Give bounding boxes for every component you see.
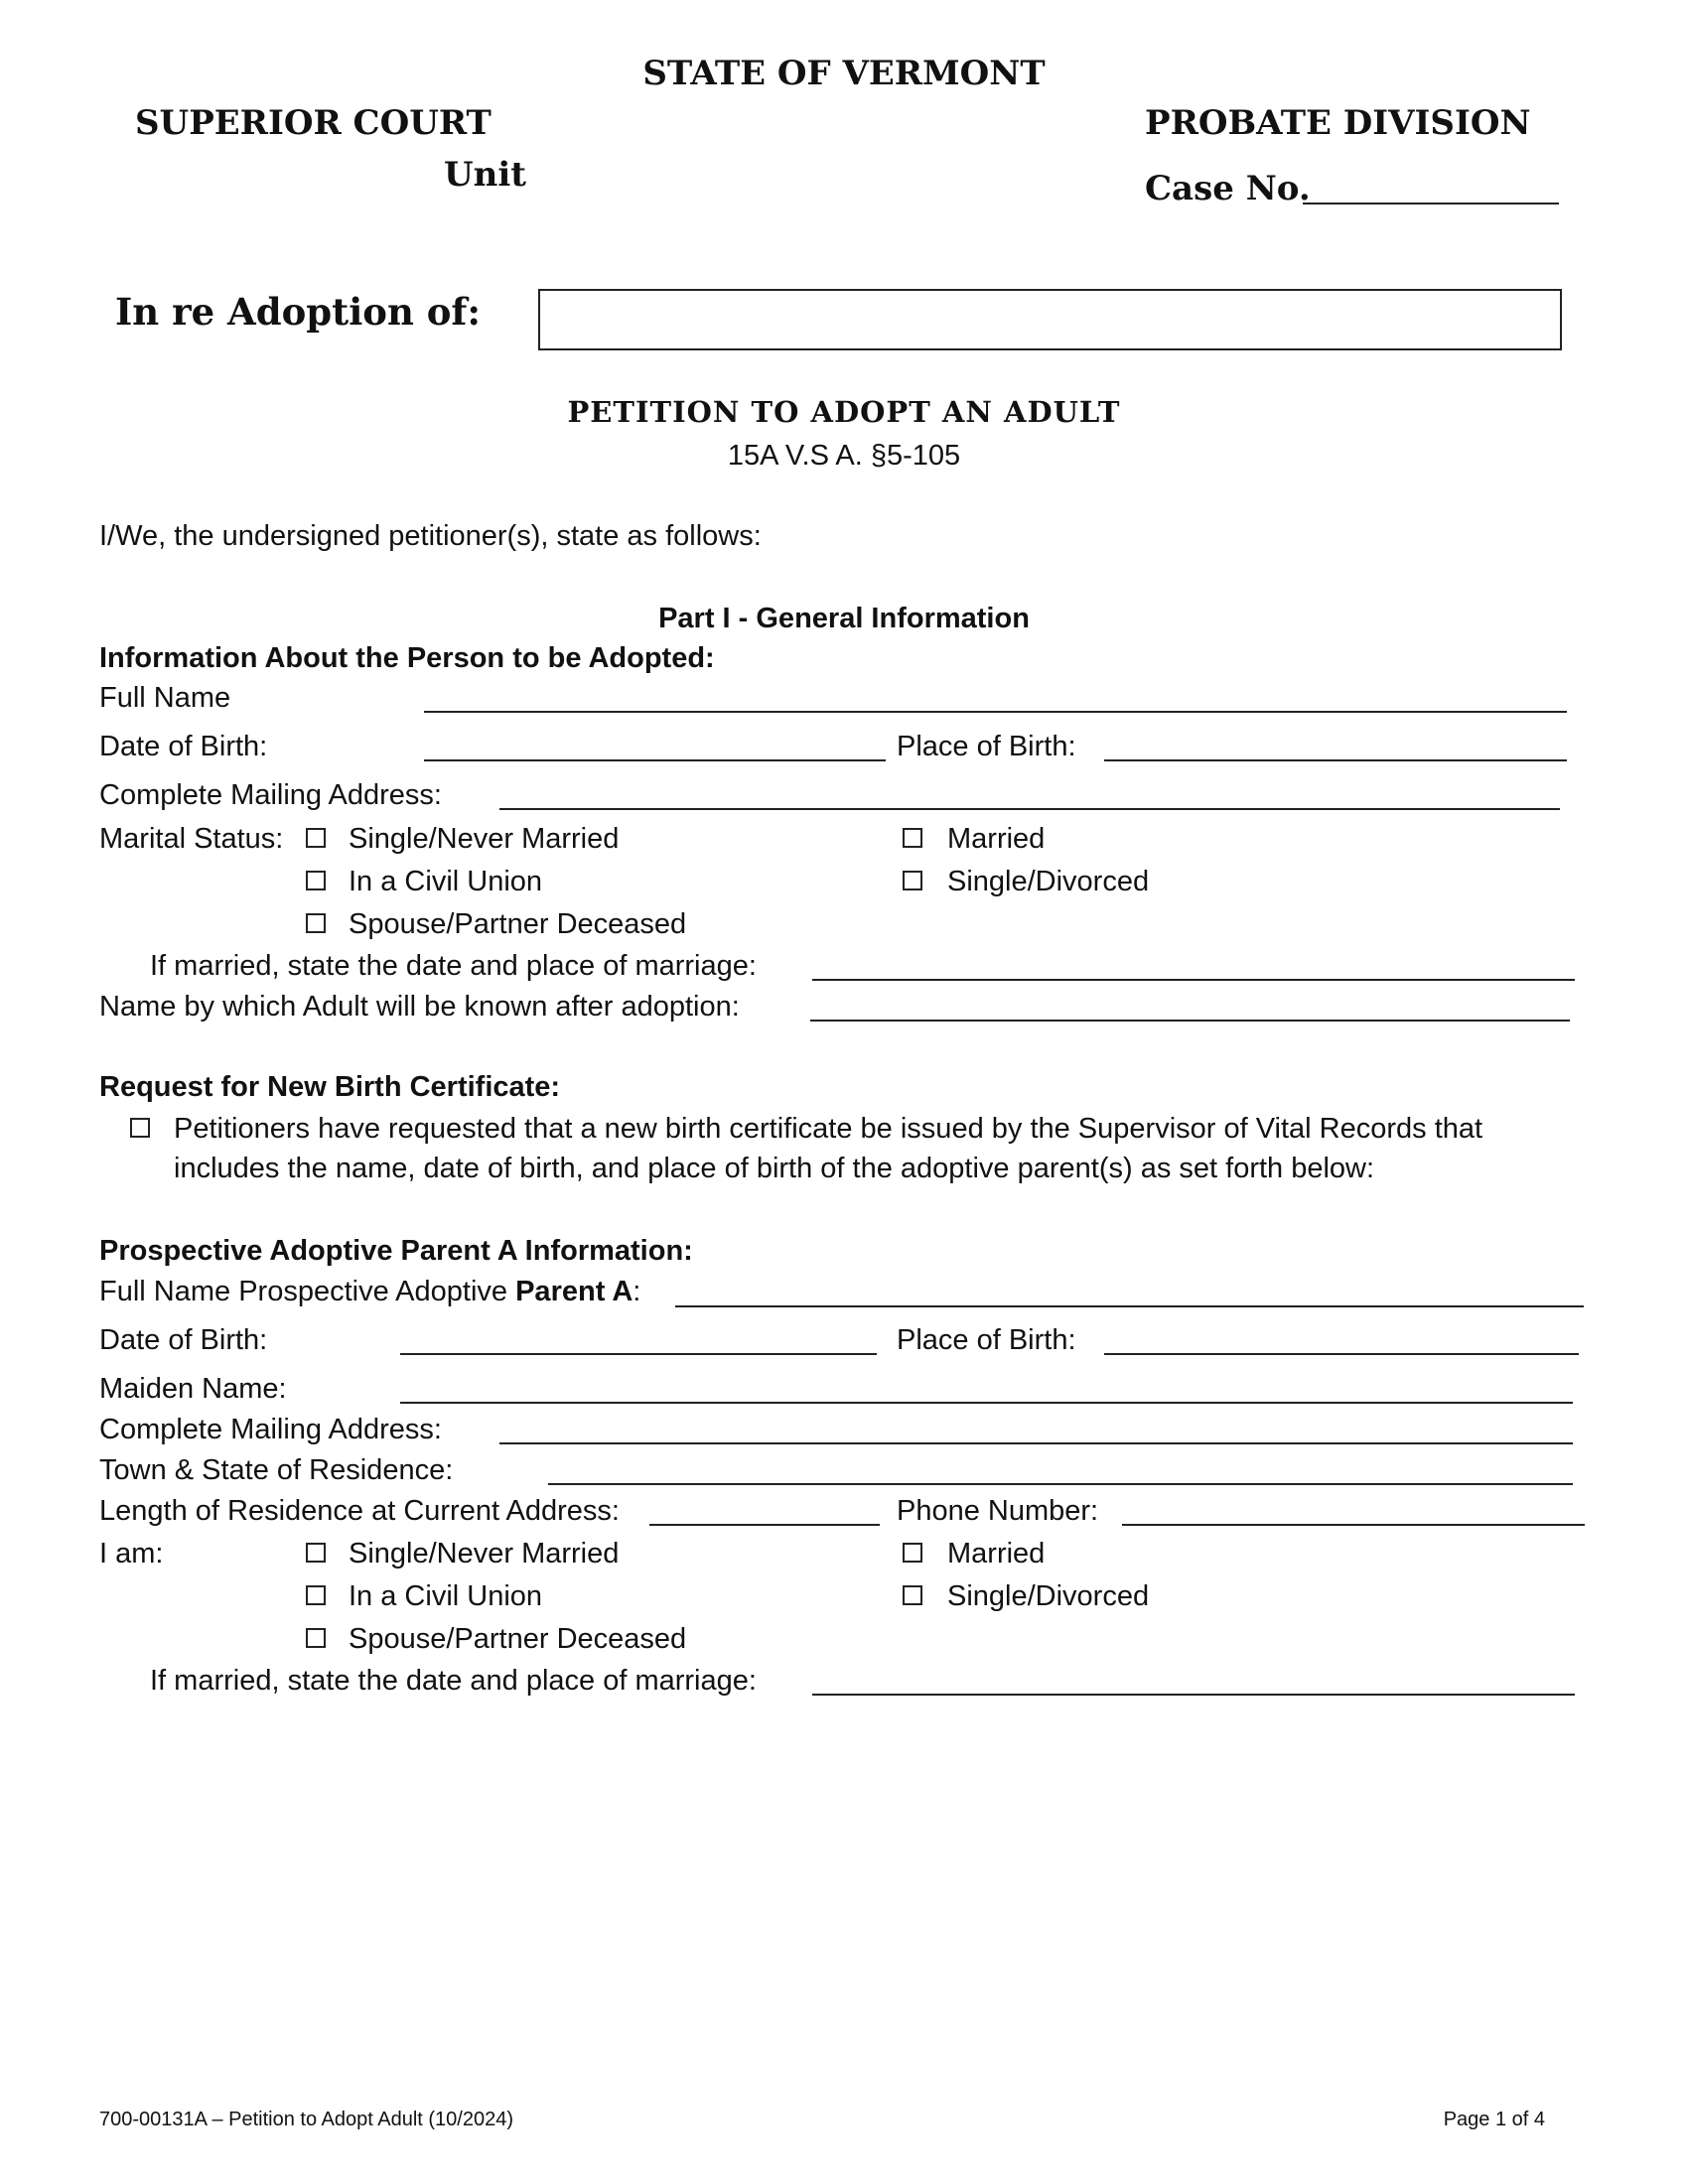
- adoptee-address-field[interactable]: [499, 808, 1560, 810]
- adoptee-dob-field[interactable]: [424, 759, 886, 761]
- parent-a-civil-union-label: In a Civil Union: [349, 1580, 543, 1612]
- parent-a-pob-field[interactable]: [1104, 1353, 1579, 1355]
- parent-a-town-field[interactable]: [548, 1483, 1573, 1485]
- parent-a-address-field[interactable]: [499, 1442, 1573, 1444]
- parent-a-married-checkbox[interactable]: [903, 1543, 922, 1563]
- parent-a-address-label: Complete Mailing Address:: [99, 1414, 442, 1445]
- adoptee-new-name-label: Name by which Adult will be known after adoption:: [99, 991, 740, 1023]
- birth-certificate-text-line2: includes the name, date of birth, and place of birth of the adoptive parent(s) as set forth below:: [174, 1153, 1375, 1184]
- parent-a-i-am-label: I am:: [99, 1538, 164, 1570]
- parent-a-marriage-date-field[interactable]: [812, 1694, 1575, 1696]
- footer-page-number: Page 1 of 4: [1443, 2109, 1545, 2130]
- parent-a-single-never-label: Single/Never Married: [349, 1538, 620, 1570]
- adoptee-divorced-checkbox[interactable]: [903, 871, 922, 890]
- adoptee-new-name-field[interactable]: [810, 1020, 1570, 1022]
- adoptee-name-box[interactable]: [538, 289, 1562, 350]
- adoptee-address-label: Complete Mailing Address:: [99, 779, 442, 811]
- birth-certificate-text-line1: Petitioners have requested that a new birth certificate be issued by the Supervisor of Vital Records that: [174, 1113, 1483, 1145]
- adoptee-full-name-field[interactable]: [424, 711, 1567, 713]
- adoption-label: In re Adoption of:: [115, 290, 481, 334]
- parent-a-full-name-field[interactable]: [675, 1305, 1584, 1307]
- parent-a-residence-length-label: Length of Residence at Current Address:: [99, 1495, 620, 1527]
- parent-a-town-label: Town & State of Residence:: [99, 1454, 454, 1486]
- state-heading: STATE OF VERMONT: [642, 54, 1046, 93]
- adoptee-full-name-label: Full Name: [99, 682, 231, 714]
- adoptee-pob-label: Place of Birth:: [897, 731, 1076, 762]
- case-no-field[interactable]: [1303, 203, 1559, 205]
- parent-a-pob-label: Place of Birth:: [897, 1324, 1076, 1356]
- parent-a-maiden-label: Maiden Name:: [99, 1373, 287, 1405]
- case-no-label: Case No.: [1145, 169, 1311, 208]
- adoptee-heading: Information About the Person to be Adopted:: [99, 642, 715, 674]
- division-name: PROBATE DIVISION: [1145, 103, 1531, 143]
- adoptee-single-never-label: Single/Never Married: [349, 823, 620, 855]
- parent-a-full-name-label: Full Name Prospective Adoptive Parent A:: [99, 1276, 641, 1307]
- court-name: SUPERIOR COURT: [135, 103, 492, 143]
- adoptee-dob-label: Date of Birth:: [99, 731, 268, 762]
- parent-a-residence-length-field[interactable]: [649, 1524, 880, 1526]
- adoptee-divorced-label: Single/Divorced: [947, 866, 1150, 897]
- parent-a-marriage-date-label: If married, state the date and place of marriage:: [150, 1665, 757, 1697]
- parent-a-divorced-checkbox[interactable]: [903, 1585, 922, 1605]
- intro-text: I/We, the undersigned petitioner(s), state as follows:: [99, 520, 762, 552]
- parent-a-maiden-field[interactable]: [400, 1402, 1573, 1404]
- footer-form-id: 700-00131A – Petition to Adopt Adult (10/2024): [99, 2109, 513, 2130]
- statute-reference: 15A V.S A. §5-105: [727, 440, 961, 472]
- parent-a-deceased-checkbox[interactable]: [306, 1628, 326, 1648]
- adoptee-married-label: Married: [947, 823, 1046, 855]
- adoptee-marriage-date-field[interactable]: [812, 979, 1575, 981]
- parent-a-phone-field[interactable]: [1122, 1524, 1585, 1526]
- birth-certificate-heading: Request for New Birth Certificate:: [99, 1071, 561, 1103]
- part1-heading: Part I - General Information: [658, 603, 1030, 634]
- adoptee-civil-union-checkbox[interactable]: [306, 871, 326, 890]
- adoptee-marital-label: Marital Status:: [99, 823, 284, 855]
- adoptee-single-never-checkbox[interactable]: [306, 828, 326, 848]
- parent-a-civil-union-checkbox[interactable]: [306, 1585, 326, 1605]
- adoptee-married-checkbox[interactable]: [903, 828, 922, 848]
- adoptee-marriage-date-label: If married, state the date and place of marriage:: [150, 950, 757, 982]
- parent-a-divorced-label: Single/Divorced: [947, 1580, 1150, 1612]
- parent-a-deceased-label: Spouse/Partner Deceased: [349, 1623, 687, 1655]
- adoptee-pob-field[interactable]: [1104, 759, 1567, 761]
- parent-a-married-label: Married: [947, 1538, 1046, 1570]
- parent-a-heading: Prospective Adoptive Parent A Information:: [99, 1235, 693, 1267]
- petition-title: PETITION TO ADOPT AN ADULT: [567, 395, 1121, 429]
- parent-a-dob-field[interactable]: [400, 1353, 877, 1355]
- parent-a-single-never-checkbox[interactable]: [306, 1543, 326, 1563]
- new-birth-certificate-checkbox[interactable]: [130, 1118, 150, 1138]
- parent-a-phone-label: Phone Number:: [897, 1495, 1099, 1527]
- adoptee-deceased-label: Spouse/Partner Deceased: [349, 908, 687, 940]
- unit-label: Unit: [444, 155, 526, 195]
- adoptee-civil-union-label: In a Civil Union: [349, 866, 543, 897]
- adoptee-deceased-checkbox[interactable]: [306, 913, 326, 933]
- parent-a-dob-label: Date of Birth:: [99, 1324, 268, 1356]
